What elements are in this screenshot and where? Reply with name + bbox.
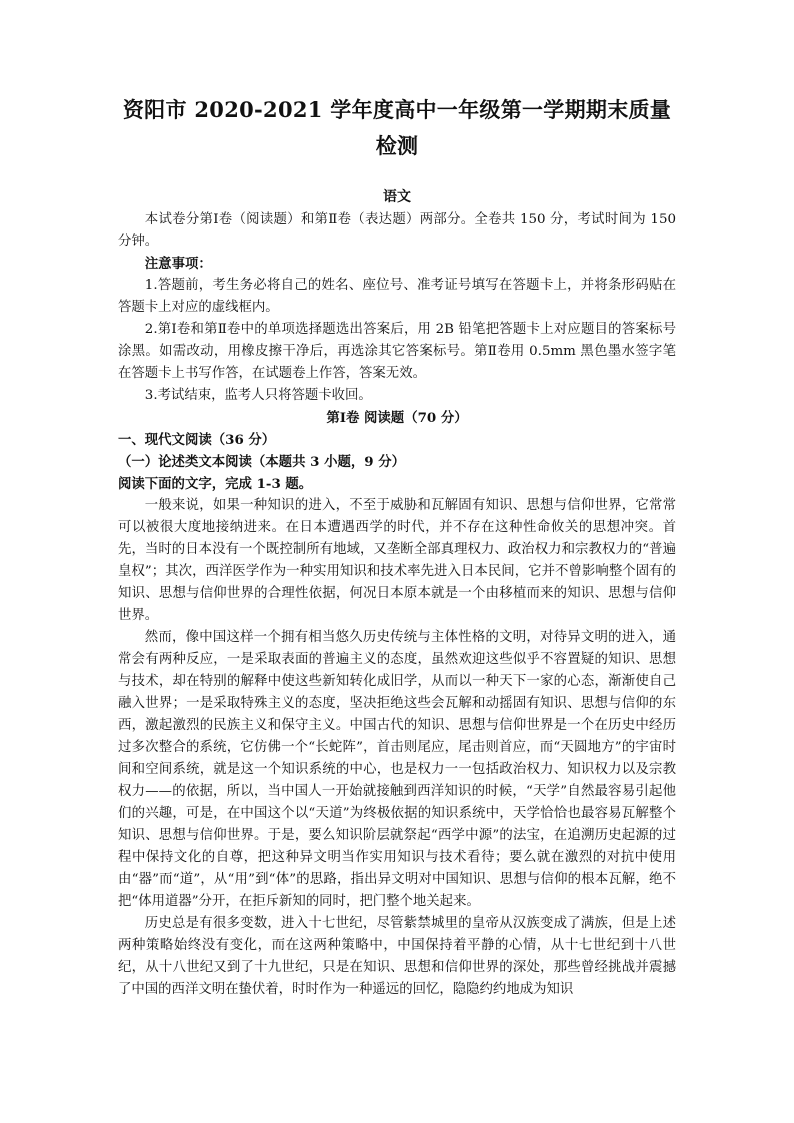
notes-heading: 注意事项：	[144, 256, 212, 272]
reading-instruction: 阅读下面的文字，完成 1-3 题。	[118, 476, 313, 492]
subsection-heading: （一）论述类文本阅读（本题共 3 小题，9 分）	[118, 454, 406, 470]
section-heading: 一、现代文阅读（36 分）	[118, 432, 276, 448]
note-item-2: 2.第Ⅰ卷和第Ⅱ卷中的单项选择题选出答案后，用 2B 铅笔把答题卡上对应题目的答案标号涂黑。如需改动，用橡皮擦干净后，再选涂其它答案标号。第Ⅱ卷用 0.5mm 黑色墨水签字笔在答题卡上书写作答，在试题卷上作答，答案无效。	[118, 322, 676, 381]
exam-intro: 本试卷分第Ⅰ卷（阅读题）和第Ⅱ卷（表达题）两部分。全卷共 150 分，考试时间为 150 分钟。	[118, 212, 676, 249]
exam-title: 资阳市 2020-2021 学年度高中一年级第一学期期末质量检测	[122, 97, 672, 158]
note-item-1: 1.答题前，考生务必将自己的姓名、座位号、准考证号填写在答题卡上，并将条形码贴在答题卡上对应的虚线框内。	[118, 278, 676, 315]
note-item-3: 3.考试结束，监考人只将答题卡收回。	[144, 388, 372, 403]
part-heading: 第Ⅰ卷 阅读题（70 分）	[326, 410, 468, 426]
passage-paragraph-2: 然而，像中国这样一个拥有相当悠久历史传统与主体性格的文明，对待异文明的进入，通常会有两种反应，一是采取表面的普遍主义的态度，虽然欢迎这些似乎不容置疑的知识、思想与技术，却在特别的解释中使这些新知转化成旧学，从而以一种天下一家的心态，渐渐使自己融入世界；一是采取特殊主义的态度，坚决拒绝这些会瓦解和动摇固有知识、思想与信仰的东西，激起激烈的民族主义和保守主义。中国古代的知识、思想与信仰世界是一个在历史中经历过多次整合的系统，它仿佛一个“长蛇阵”，首击则尾应，尾击则首应，而“天圆地方”的宇宙时间和空间系统，就是这一个知识系统的中心，也是权力一一包括政治权力、知识权力以及宗教权力——的依据，所以，当中国人一开始就接触到西洋知识的时候，“天学”自然最容易引起他们的兴趣，可是，在中国这个以“天道”为终极依据的知识系统中，天学恰恰也最容易瓦解整个知识、思想与信仰世界。于是，要么知识阶层就祭起“西学中源”的法宝，在追溯历史起源的过程中保持文化的自尊，把这种异文明当作实用知识与技术看待；要么就在激烈的对抗中使用由“器”而“道”，从“用”到“体”的思路，指出异文明对中国知识、思想与信仰的根本瓦解，绝不把“体用道器”分开，在拒斥新知的同时，把门整个地关起来。	[118, 630, 676, 909]
subject-label: 语文	[383, 189, 411, 205]
exam-header-block	[118, 209, 676, 1001]
passage-paragraph-3: 历史总是有很多变数，进入十七世纪，尽管紫禁城里的皇帝从汉族变成了满族，但是上述两种策略始终没有变化，而在这两种策略中，中国保持着平静的心情，从十七世纪到十八世纪，从十八世纪又到了十九世纪，只是在知识、思想和信仰世界的深处，那些曾经挑战并震撼了中国的西洋文明在蛰伏着，时时作为一种遥远的回忆，隐隐约约地成为知识	[118, 916, 676, 997]
passage-paragraph-1: 一般来说，如果一种知识的进入，不至于威胁和瓦解固有知识、思想与信仰世界，它常常可以被很大度地接纳进来。在日本遭遇西学的时代，并不存在这种性命攸关的思想冲突。首先，当时的日本没有一个既控制所有地域，又垄断全部真理权力、政治权力和宗教权力的“普遍皇权”；其次，西洋医学作为一种实用知识和技术率先进入日本民间，它并不曾影响整个固有的知识、思想与信仰世界的合理性依据，何况日本原本就是一个由移植而来的知识、思想与信仰世界。	[118, 498, 676, 623]
